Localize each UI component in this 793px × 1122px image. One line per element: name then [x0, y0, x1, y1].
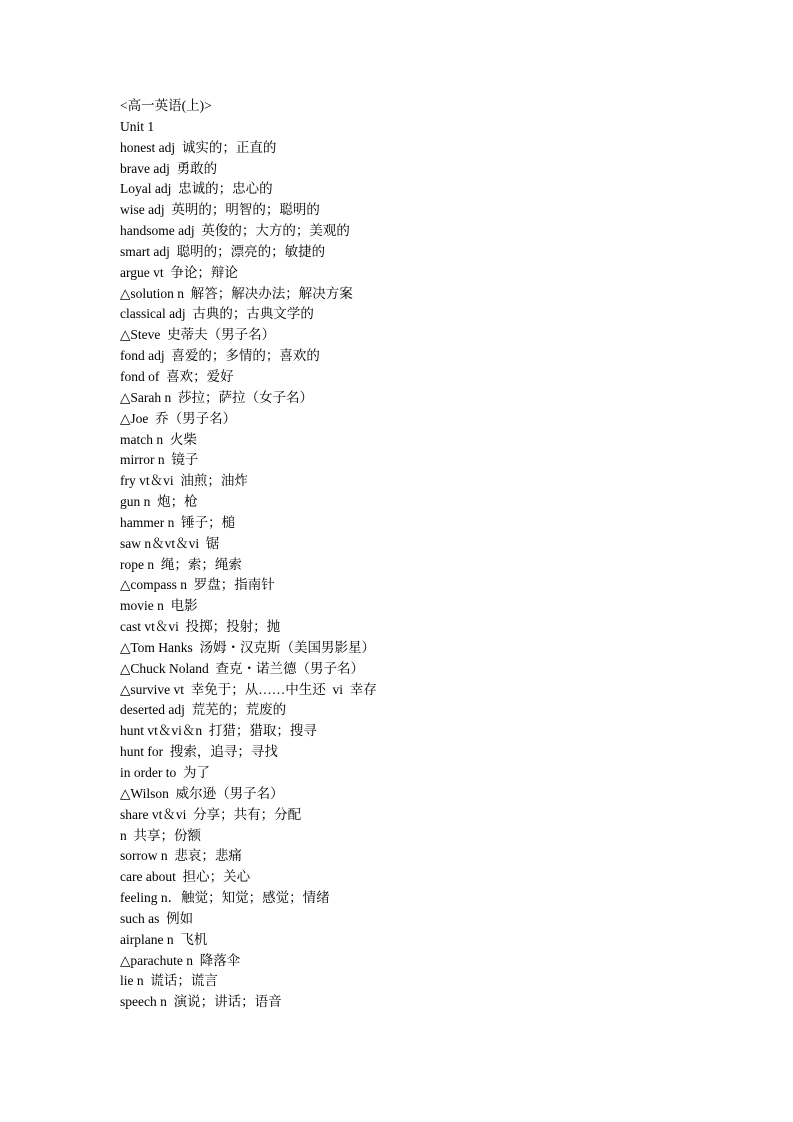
vocabulary-entry: deserted adj 荒芜的；荒废的	[120, 702, 287, 718]
vocabulary-entry: Loyal adj 忠诚的；忠心的	[120, 181, 273, 197]
vocabulary-entry: match n 火柴	[120, 431, 197, 447]
vocabulary-entry: brave adj 勇敢的	[120, 160, 218, 176]
vocabulary-entry: smart adj 聪明的；漂亮的；敏捷的	[120, 243, 326, 259]
vocabulary-entry: rope n 绳；索；绳索	[120, 556, 242, 572]
vocabulary-entry: △Sarah n 莎拉；萨拉（女子名）	[120, 389, 313, 405]
vocabulary-entry: △compass n 罗盘；指南针	[120, 577, 275, 593]
vocabulary-entry: in order to 为了	[120, 765, 210, 780]
vocabulary-entry: △Joe 乔（男子名）	[120, 410, 237, 426]
vocabulary-entry: speech n 演说；讲话；语音	[120, 994, 282, 1010]
vocabulary-entry: cast vt＆vi 投掷；投射；抛	[120, 619, 281, 635]
vocabulary-entry: wise adj 英明的；明智的；聪明的	[120, 202, 320, 218]
vocabulary-entry: saw n＆vt＆vi 锯	[120, 535, 220, 551]
vocabulary-entry: △solution n 解答；解决办法；解决方案	[120, 285, 353, 301]
vocabulary-entry: movie n 电影	[120, 598, 198, 614]
vocabulary-entry: argue vt 争论；辩论	[120, 264, 238, 280]
vocabulary-entry: hunt for 搜索，追寻；寻找	[120, 744, 278, 760]
vocabulary-entry: △parachute n 降落伞	[120, 952, 241, 968]
vocabulary-entry: sorrow n 悲哀；悲痛	[120, 848, 242, 864]
vocabulary-entry: handsome adj 英俊的；大方的；美观的	[120, 223, 350, 239]
vocabulary-entry: honest adj 诚实的；正直的	[120, 139, 277, 155]
vocabulary-entry: △Chuck Noland 查克・诺兰德（男子名）	[120, 660, 364, 676]
vocabulary-entry: hammer n 锤子；槌	[120, 514, 236, 530]
vocabulary-entry: △Wilson 威尔逊（男子名）	[120, 785, 284, 801]
vocabulary-entry: airplane n 飞机	[120, 931, 208, 947]
vocabulary-entry: classical adj 古典的；古典文学的	[120, 306, 314, 322]
vocabulary-entries	[120, 138, 720, 1013]
vocabulary-entry: △Tom Hanks 汤姆・汉克斯（美国男影星）	[120, 639, 376, 655]
vocabulary-entry: feeling n．触觉；知觉；感觉；情绪	[120, 890, 330, 906]
vocabulary-entry: fry vt＆vi 油煎；油炸	[120, 473, 248, 489]
vocabulary-list	[120, 96, 720, 1013]
unit-title: Unit 1	[120, 118, 155, 134]
vocabulary-entry: share vt＆vi 分享；共有；分配	[120, 806, 302, 822]
vocabulary-entry: △survive vt 幸免于；从……中生还 vi 幸存	[120, 681, 377, 697]
vocabulary-entry: △Steve 史蒂夫（男子名）	[120, 327, 276, 343]
vocabulary-entry: such as 例如	[120, 910, 194, 926]
vocabulary-entry: mirror n 镜子	[120, 452, 199, 468]
vocabulary-entry: gun n 炮；枪	[120, 494, 198, 510]
vocabulary-entry: n 共享；份额	[120, 827, 201, 843]
vocabulary-entry: care about 担心；关心	[120, 869, 251, 885]
vocabulary-entry: fond adj 喜爱的；多情的；喜欢的	[120, 348, 320, 364]
vocabulary-entry: lie n 谎话；谎言	[120, 973, 218, 989]
vocabulary-entry: fond of 喜欢；爱好	[120, 368, 234, 384]
vocabulary-entry: hunt vt＆vi＆n 打猎；猎取；搜寻	[120, 723, 317, 739]
document-heading: <高一英语(上)>	[120, 98, 212, 113]
